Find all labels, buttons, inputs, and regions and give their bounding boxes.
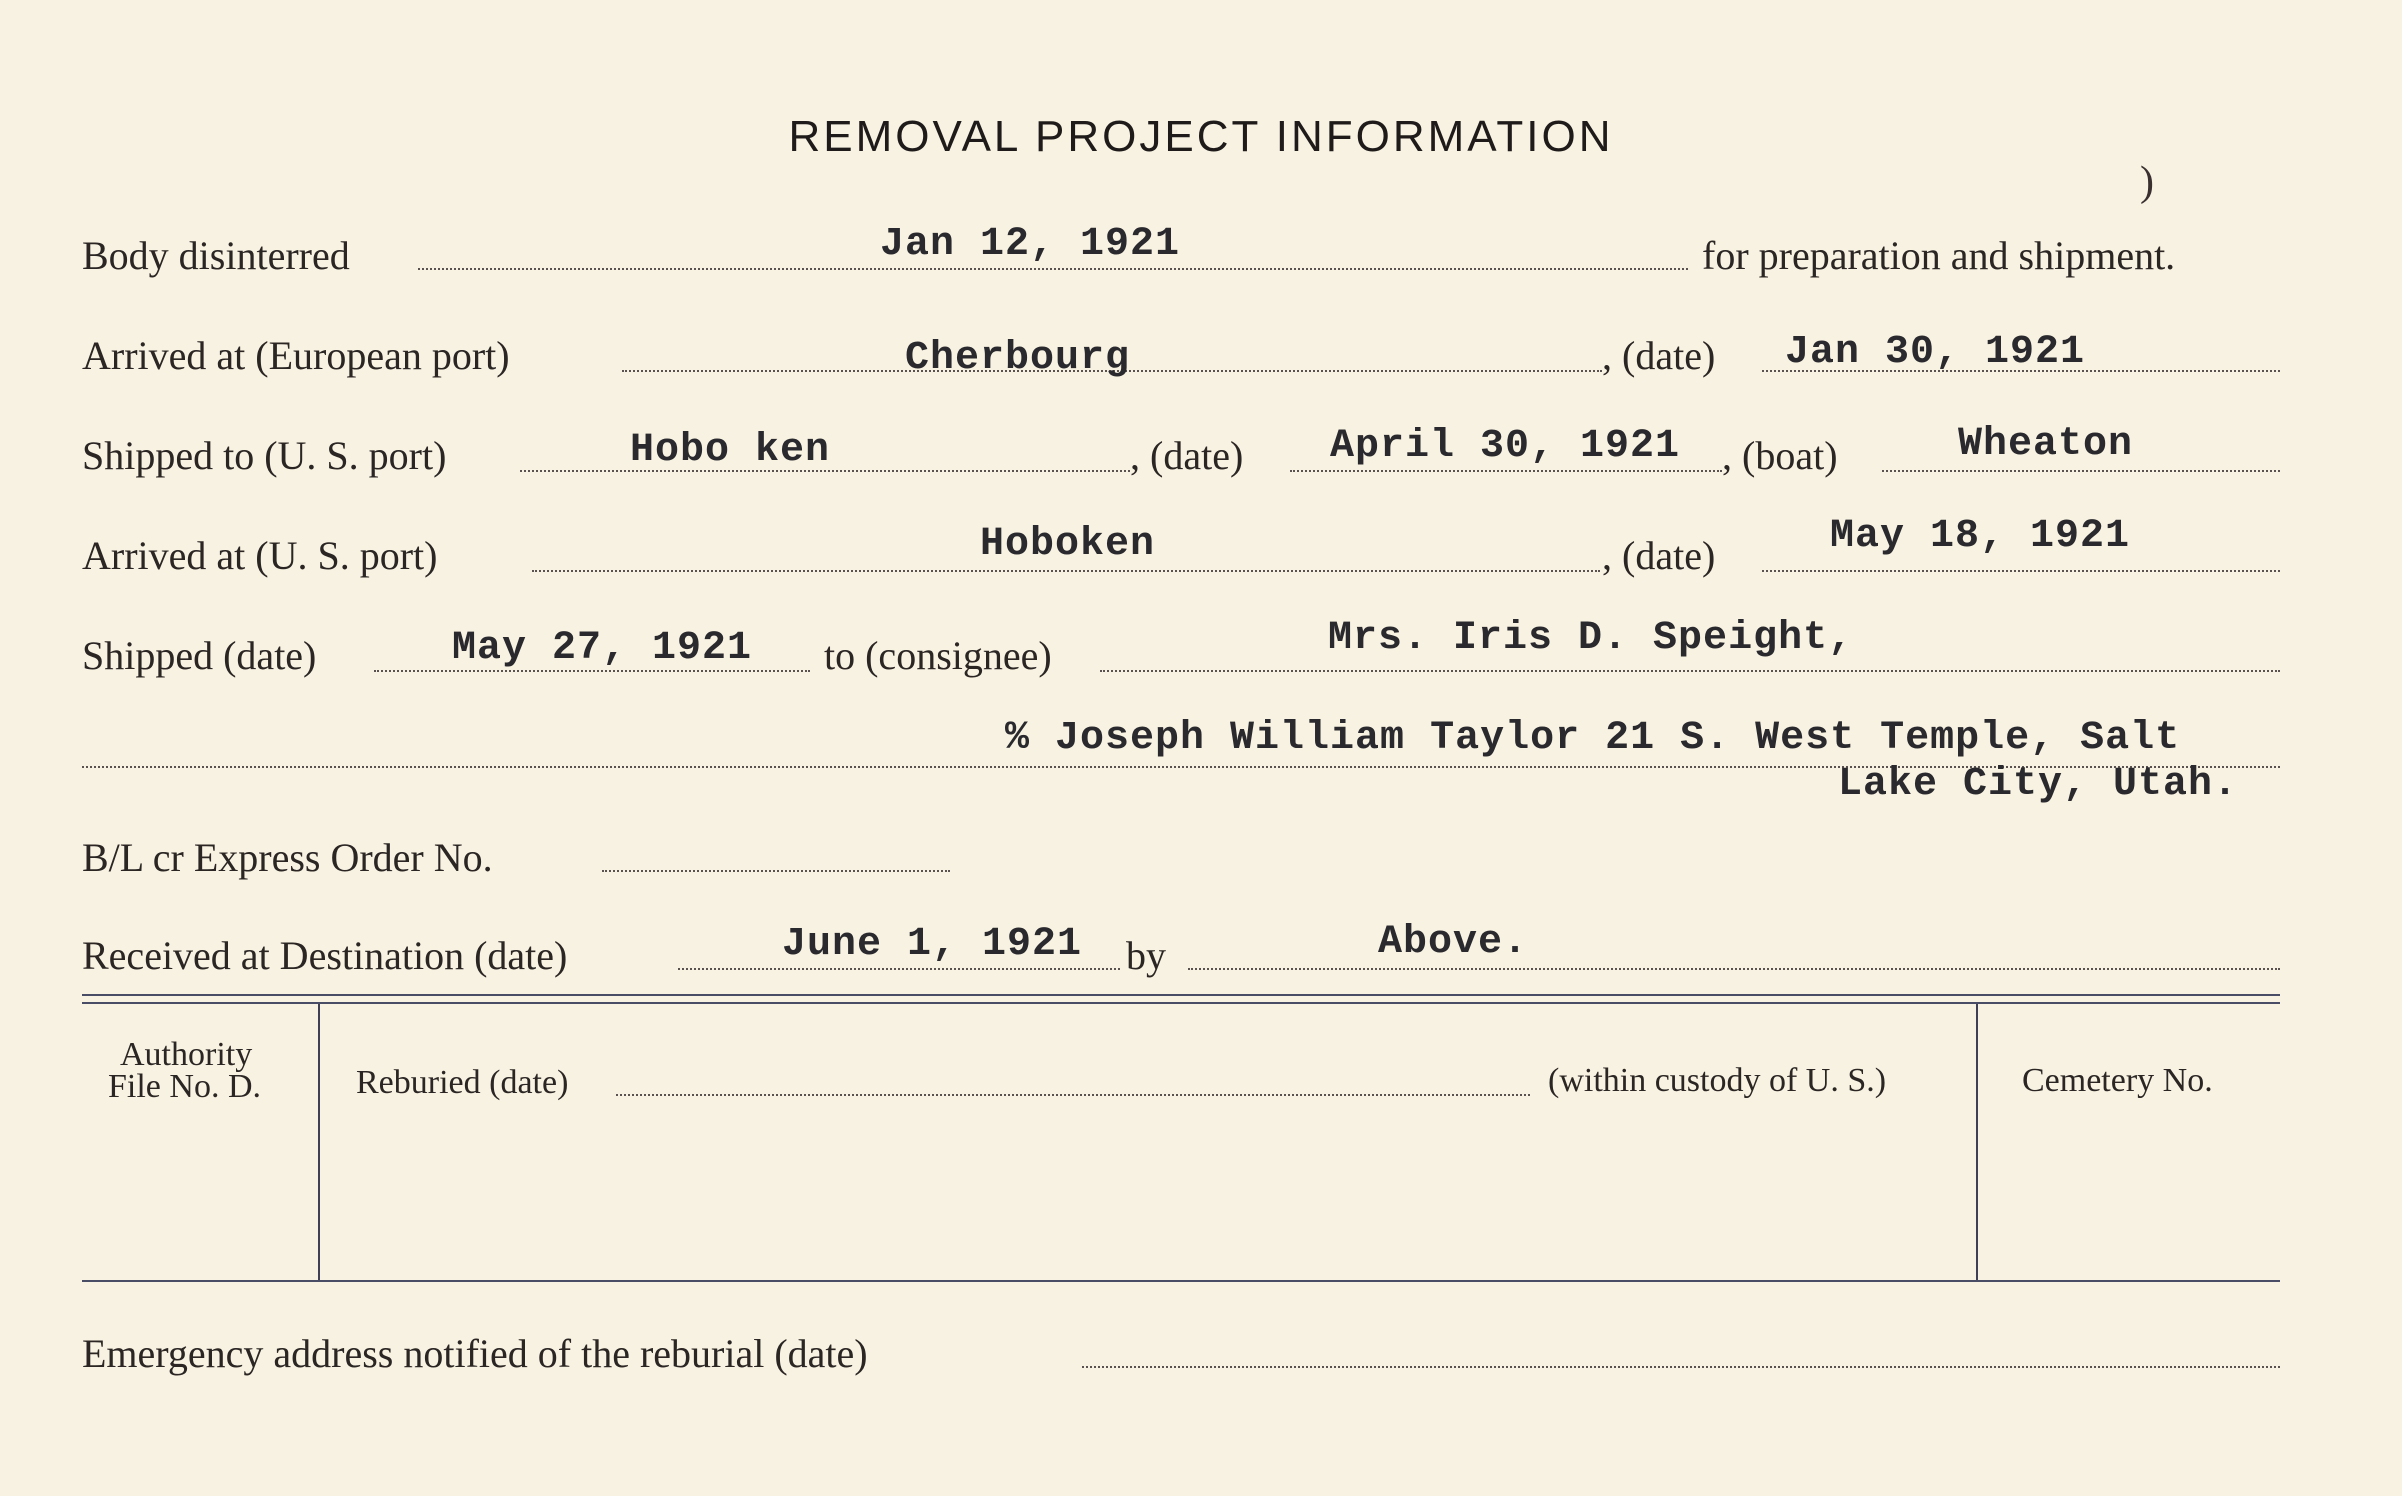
bl-order-line xyxy=(602,870,950,872)
disinterred-suffix: for preparation and shipment. xyxy=(1702,233,2176,278)
emergency-line xyxy=(1082,1366,2280,1368)
authority-label-1: Authority xyxy=(120,1036,253,1073)
european-date-label: , (date) xyxy=(1602,333,1716,378)
shipped-us-label: Shipped to (U. S. port) xyxy=(82,433,447,478)
shipped-date-value: May 27, 1921 xyxy=(452,626,753,671)
authority-label-2: File No. D. xyxy=(108,1068,261,1105)
received-by-label: by xyxy=(1126,933,1166,978)
received-line xyxy=(678,968,1120,970)
shipped-us-value: Hobo ken xyxy=(630,428,831,473)
bl-order-label: B/L cr Express Order No. xyxy=(82,835,493,880)
shipped-us-date-value: April 30, 1921 xyxy=(1330,424,1681,469)
shipped-us-date-label: , (date) xyxy=(1130,433,1244,478)
arrived-us-value: Hoboken xyxy=(980,522,1156,567)
card-title: REMOVAL PROJECT INFORMATION xyxy=(788,112,1614,161)
shipped-us-boat-label: , (boat) xyxy=(1722,433,1838,478)
european-port-value: Cherbourg xyxy=(905,336,1131,381)
european-date-value: Jan 30, 1921 xyxy=(1785,330,2086,375)
disinterred-label: Body disinterred xyxy=(82,233,350,278)
box-top-rule-1 xyxy=(82,994,2280,996)
shipped-us-boat-value: Wheaton xyxy=(1958,422,2134,467)
custody-label: (within custody of U. S.) xyxy=(1548,1062,1887,1099)
box-divider-left xyxy=(318,1004,320,1280)
box-divider-right xyxy=(1976,1004,1978,1280)
box-bottom-rule xyxy=(82,1280,2280,1282)
disinterred-value: Jan 12, 1921 xyxy=(880,222,1181,267)
arrived-us-line xyxy=(532,570,1600,572)
address-line-1: % Joseph William Taylor 21 S. West Temple, Salt xyxy=(1005,716,2181,761)
shipped-us-boat-line xyxy=(1882,470,2280,472)
box-top-rule-2 xyxy=(82,1002,2280,1004)
address-line-2: Lake City, Utah. xyxy=(1838,762,2239,807)
shipped-date-label: Shipped (date) xyxy=(82,633,317,678)
corner-mark: ) xyxy=(2140,159,2154,205)
consignee-label: to (consignee) xyxy=(824,633,1052,678)
received-by-line xyxy=(1188,968,2280,970)
disinterred-line xyxy=(418,268,1688,270)
received-by-value: Above. xyxy=(1378,920,1529,965)
arrived-us-label: Arrived at (U. S. port) xyxy=(82,533,438,578)
reburied-label: Reburied (date) xyxy=(356,1064,569,1101)
cemetery-label: Cemetery No. xyxy=(2022,1062,2213,1099)
shipped-us-date-line xyxy=(1290,470,1722,472)
arrived-us-date-label: , (date) xyxy=(1602,533,1716,578)
received-label: Received at Destination (date) xyxy=(82,933,568,978)
consignee-value: Mrs. Iris D. Speight, xyxy=(1328,616,1854,661)
emergency-label: Emergency address notified of the reburial (date) xyxy=(82,1331,868,1376)
arrived-us-date-line xyxy=(1762,570,2280,572)
arrived-us-date-value: May 18, 1921 xyxy=(1830,514,2131,559)
consignee-line xyxy=(1100,670,2280,672)
received-value: June 1, 1921 xyxy=(782,922,1083,967)
european-port-label: Arrived at (European port) xyxy=(82,333,510,378)
reburied-line xyxy=(616,1094,1530,1096)
